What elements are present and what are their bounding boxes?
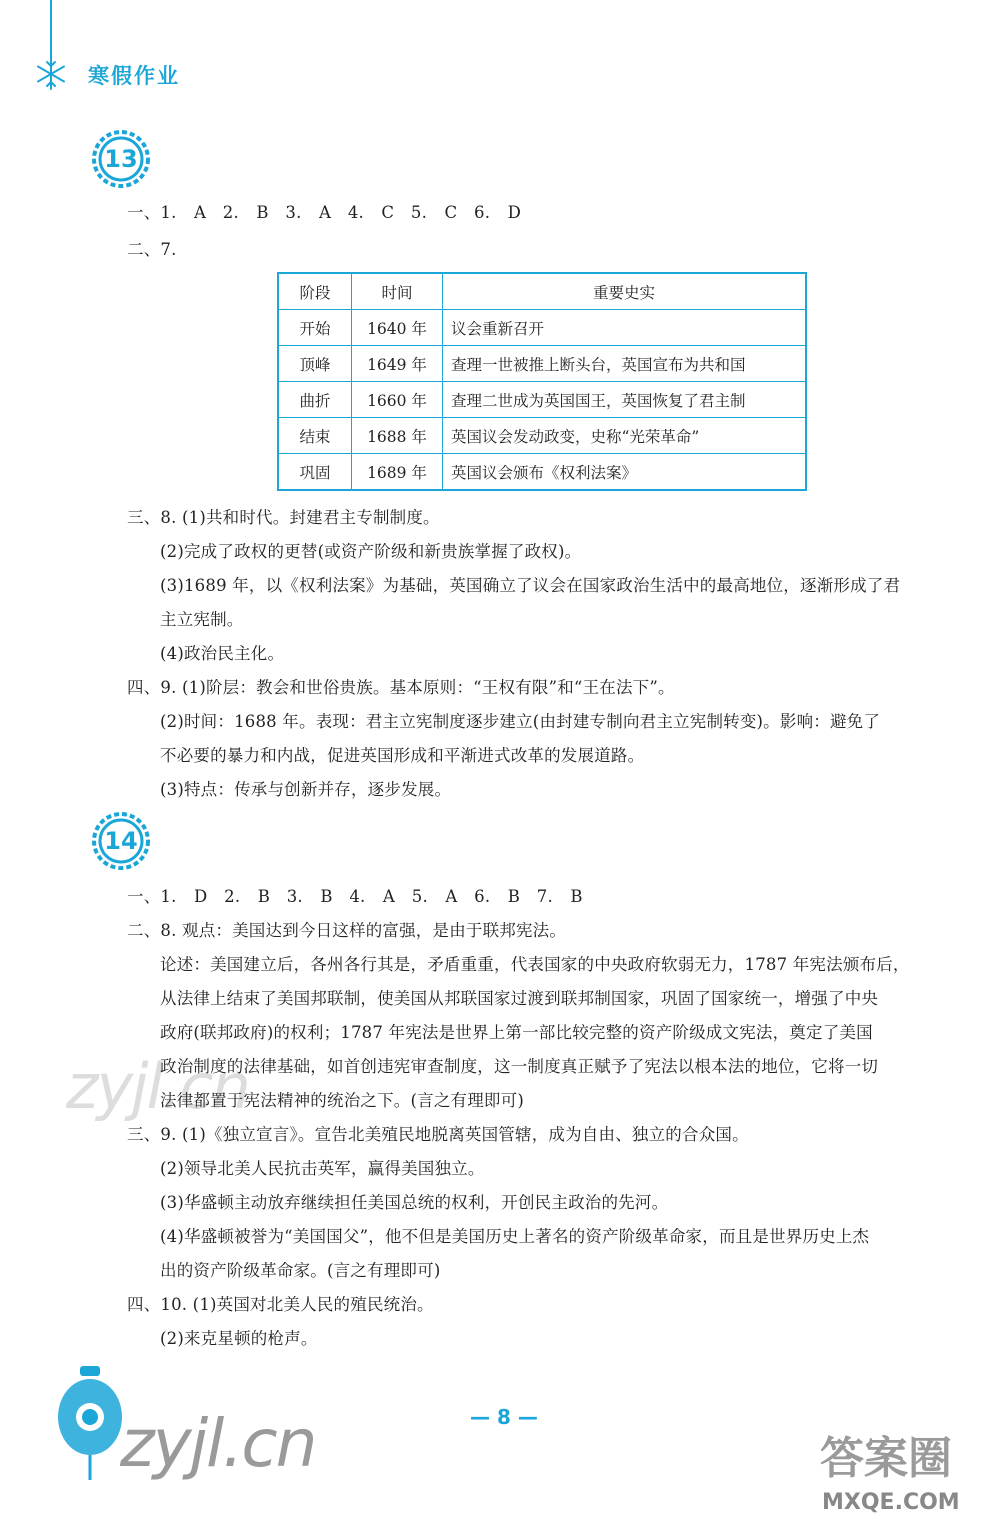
s14-q2-line-2: 论述：美国建立后，各州各行其是，矛盾重重，代表国家的中央政府软弱无力，1787 年宪法颁布后， (160, 955, 910, 974)
stamp-text: 答案圈 (820, 1433, 952, 1484)
table-row (278, 454, 806, 491)
table-cell: 顶峰 (278, 346, 352, 382)
s14-q3-line-2: (2)领导北美人民抗击英军，赢得美国独立。 (160, 1159, 485, 1178)
table-cell: 1649 年 (352, 346, 443, 382)
s13-q4-line-4: (3)特点：传承与创新并存，逐步发展。 (160, 780, 452, 799)
section-13-badge (92, 130, 150, 188)
s14-q3-line-4: (4)华盛顿被誉为“美国国父”，他不但是美国历史上著名的资产阶级革命家，而且是世界历史上杰 (160, 1227, 870, 1246)
s14-q2-line-3: 从法律上结束了美国邦联制，使美国从邦联国家过渡到联邦制国家，巩固了国家统一，增强了中央 (160, 989, 879, 1008)
table-row (278, 310, 806, 346)
history-stage-table (277, 272, 807, 491)
s13-q2-label: 二、7. (127, 240, 177, 259)
table-header-events: 重要史实 (443, 273, 807, 310)
zyjl-watermark-top: zyjl.cn (66, 1050, 249, 1123)
s13-q3-line-2: (2)完成了政权的更替(或资产阶级和新贵族掌握了政权)。 (160, 542, 582, 561)
table-cell: 结束 (278, 418, 352, 454)
table-cell: 查理二世成为英国国王，英国恢复了君主制 (443, 382, 807, 418)
s14-q1-answers: 一、1. D 2. B 3. B 4. A 5. A 6. B 7. B (127, 887, 583, 906)
s14-q2-line-5: 政治制度的法律基础，如首创违宪审查制度，这一制度真正赋予了宪法以根本法的地位，它将一切 (160, 1057, 879, 1076)
table-cell: 1689 年 (352, 454, 443, 491)
section-13-number: 13 (104, 145, 138, 173)
table-cell: 开始 (278, 310, 352, 346)
s13-q3-line-5: (4)政治民主化。 (160, 644, 285, 663)
s14-q4-line-2: (2)来克星顿的枪声。 (160, 1329, 318, 1348)
header-title: 寒假作业 (88, 64, 180, 88)
table-cell: 曲折 (278, 382, 352, 418)
table-header-row (278, 273, 806, 310)
table-cell: 1688 年 (352, 418, 443, 454)
table-cell: 1660 年 (352, 382, 443, 418)
s13-q4-line-1: 四、9. (1)阶层：教会和世俗贵族。基本原则：“王权有限”和“王在法下”。 (127, 678, 675, 697)
table-header-time: 时间 (352, 273, 443, 310)
snowflake-icon (32, 55, 70, 93)
stamp-url: MXQE.COM (822, 1490, 960, 1515)
table-cell: 英国议会颁布《权利法案》 (443, 454, 807, 491)
table-header-stage: 阶段 (278, 273, 352, 310)
lantern-icon (50, 1362, 130, 1482)
s13-q3-line-4: 主立宪制。 (160, 610, 244, 629)
table-cell: 议会重新召开 (443, 310, 807, 346)
table-cell: 英国议会发动政变，史称“光荣革命” (443, 418, 807, 454)
table-row (278, 346, 806, 382)
s14-q3-line-1: 三、9. (1)《独立宣言》。宣告北美殖民地脱离英国管辖，成为自由、独立的合众国。 (127, 1125, 749, 1144)
page-number: — 8 — (470, 1405, 538, 1429)
s14-q2-line-6: 法律都置于宪法精神的统治之下。(言之有理即可) (160, 1091, 524, 1110)
table-cell: 巩固 (278, 454, 352, 491)
s14-q3-line-5: 出的资产阶级革命家。(言之有理即可) (160, 1261, 441, 1280)
section-14-number: 14 (104, 827, 138, 855)
table-cell: 1640 年 (352, 310, 443, 346)
s14-q3-line-3: (3)华盛顿主动放弃继续担任美国总统的权利，开创民主政治的先河。 (160, 1193, 669, 1212)
s14-q2-line-4: 政府(联邦政府)的权利；1787 年宪法是世界上第一部比较完整的资产阶级成文宪法，奠定了美国 (160, 1023, 873, 1042)
table-row (278, 382, 806, 418)
table-cell: 查理一世被推上断头台，英国宣布为共和国 (443, 346, 807, 382)
s13-q4-line-3: 不必要的暴力和内战，促进英国形成和平渐进式改革的发展道路。 (160, 746, 645, 765)
header-divider-line (50, 0, 52, 62)
section-14-badge (92, 812, 150, 870)
table-row (278, 418, 806, 454)
s13-q3-line-3: (3)1689 年，以《权利法案》为基础，英国确立了议会在国家政治生活中的最高地位，逐渐形成了君 (160, 576, 901, 595)
s14-q2-line-1: 二、8. 观点：美国达到今日这样的富强，是由于联邦宪法。 (127, 921, 567, 940)
s13-q4-line-2: (2)时间：1688 年。表现：君主立宪制度逐步建立(由封建专制向君主立宪制转变)。影响：避免了 (160, 712, 881, 731)
zyjl-watermark-bottom: zyjl.cn (120, 1405, 316, 1482)
s13-q1-answers: 一、1. A 2. B 3. A 4. C 5. C 6. D (127, 203, 522, 222)
s13-q3-line-1: 三、8. (1)共和时代。封建君主专制制度。 (127, 508, 440, 527)
s14-q4-line-1: 四、10. (1)英国对北美人民的殖民统治。 (127, 1295, 434, 1314)
